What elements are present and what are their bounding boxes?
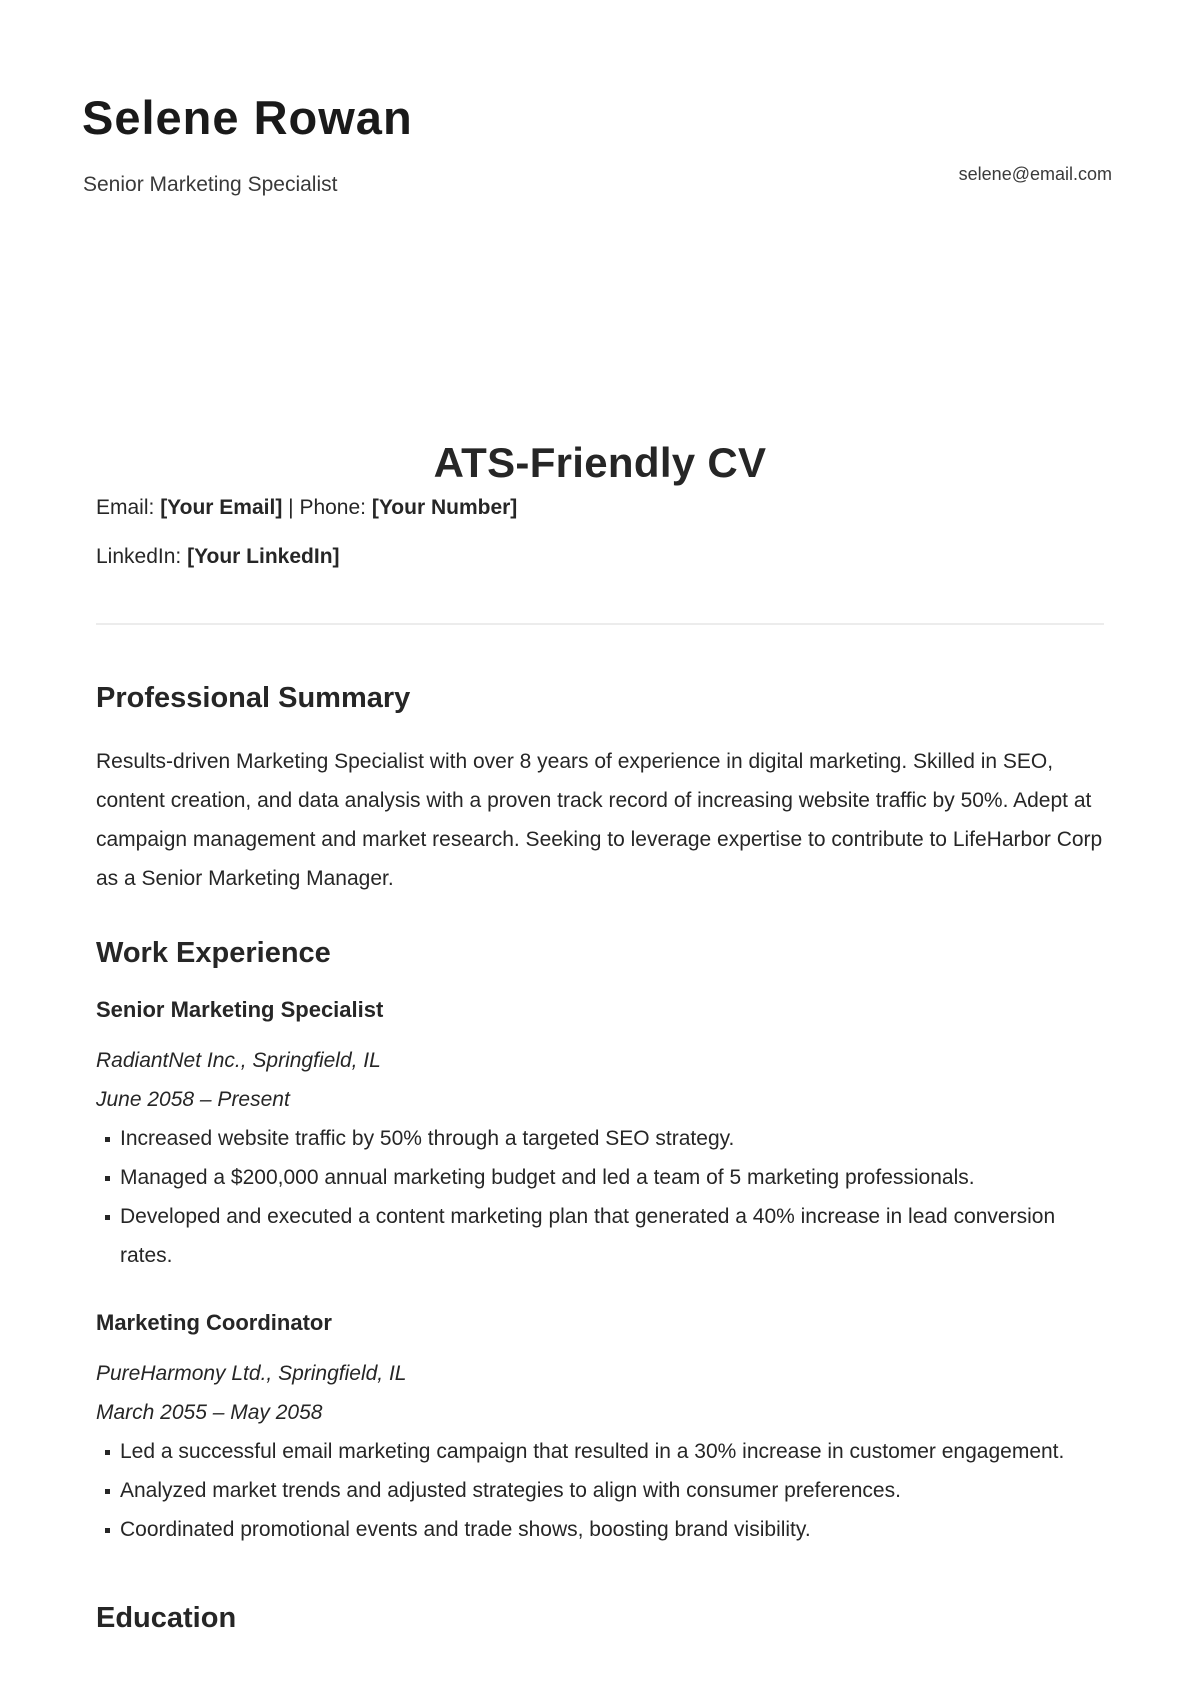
linkedin-value: [Your LinkedIn]: [187, 545, 340, 569]
job-dates: June 2058 – Present: [96, 1087, 290, 1111]
cv-body: [96, 440, 1104, 1635]
achievement-item: Developed and executed a content marketing plan that generated a 40% increase in lead conversion rates.: [96, 1197, 1104, 1275]
job-dates: March 2055 – May 2058: [96, 1400, 323, 1424]
job-company: PureHarmony Ltd., Springfield, IL: [96, 1361, 407, 1385]
job-company: RadiantNet Inc., Springfield, IL: [96, 1048, 381, 1072]
contact-separator: |: [282, 496, 300, 520]
contact-line-linkedin: [96, 543, 1104, 570]
education-heading: Education: [96, 1601, 237, 1634]
phone-label: Phone:: [299, 496, 372, 520]
job-achievements: [96, 1119, 1104, 1275]
work-heading: Work Experience: [96, 936, 331, 969]
candidate-role: Senior Marketing Specialist: [83, 173, 338, 196]
job-title: Senior Marketing Specialist: [96, 997, 384, 1023]
document-title: ATS-Friendly CV: [433, 439, 767, 486]
linkedin-label: LinkedIn:: [96, 545, 188, 569]
contact-line-email-phone: [96, 494, 1104, 521]
achievement-item: Increased website traffic by 50% through a targeted SEO strategy.: [96, 1119, 1104, 1158]
job-entry: [96, 1309, 1104, 1549]
candidate-name: Selene Rowan: [82, 91, 413, 144]
achievement-item: Analyzed market trends and adjusted strategies to align with consumer preferences.: [96, 1471, 1104, 1510]
achievement-item: Led a successful email marketing campaign that resulted in a 30% increase in customer engagement.: [96, 1432, 1104, 1471]
phone-value: [Your Number]: [371, 496, 518, 520]
achievement-item: Coordinated promotional events and trade shows, boosting brand visibility.: [96, 1510, 1104, 1549]
achievement-item: Managed a $200,000 annual marketing budget and led a team of 5 marketing professionals.: [96, 1158, 1104, 1197]
job-achievements: [96, 1432, 1104, 1549]
section-divider: [96, 623, 1104, 625]
job-title: Marketing Coordinator: [96, 1309, 332, 1335]
header-email[interactable]: selene@email.com: [958, 164, 1112, 184]
email-label: Email:: [96, 496, 161, 520]
summary-heading: Professional Summary: [96, 681, 411, 714]
email-value: [Your Email]: [160, 496, 283, 520]
summary-text: Results-driven Marketing Specialist with over 8 years of experience in digital marketing. Skilled in SEO, content creation, and data analysis with a proven track record of increasing website traffic by 50%. Adept at campaign management and market research. Seeking to leverage expertise to contribute to LifeHarbor Corp as a Senior Marketing Manager.: [96, 749, 1103, 890]
job-entry: [96, 996, 1104, 1275]
